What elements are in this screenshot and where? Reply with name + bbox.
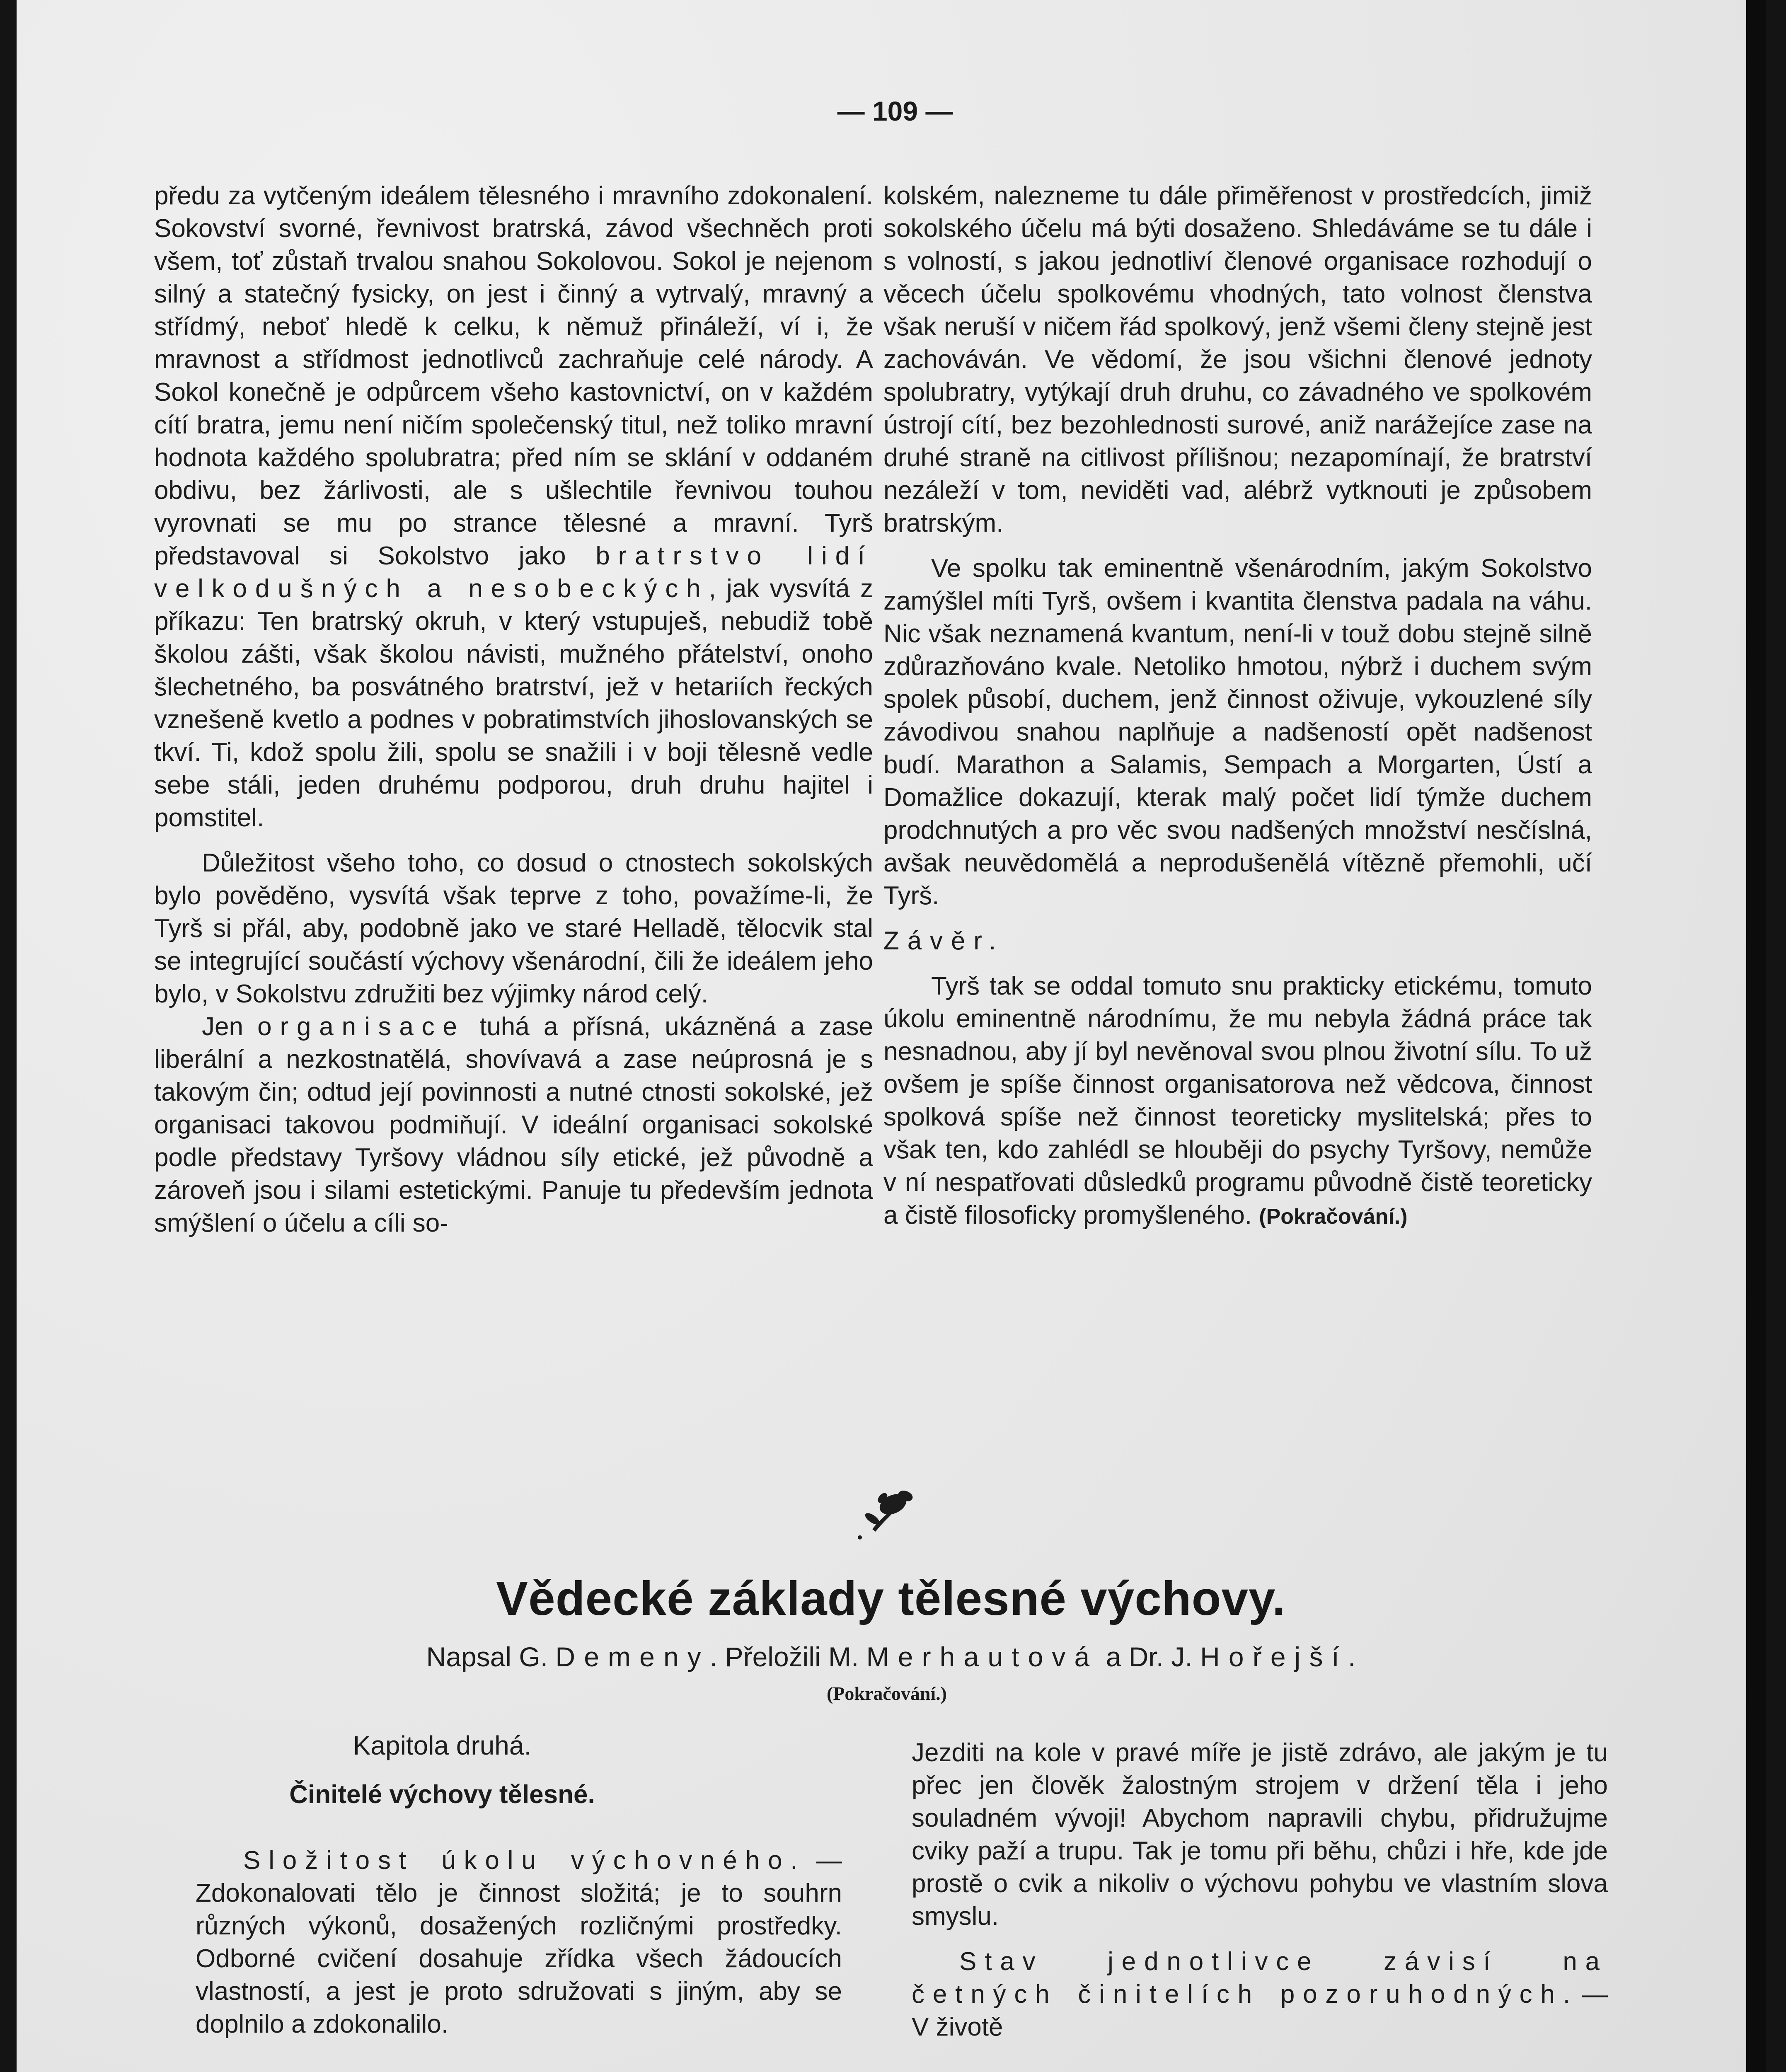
section-heading: Závěr. [883,927,1004,955]
section-heading: Činitelé výchovy tělesné. [289,1780,595,1809]
emphasis: Stav jednotlivce závisí na četných činitelích pozoruhodných [912,1947,1608,2009]
right-column-upper [883,179,1592,1233]
emphasis: Složitost úkolu výchovného [243,1846,791,1875]
right-column-lower [912,1736,1608,2043]
page-edge-shadow [1746,0,1766,2072]
page-number: — 109 — [837,96,953,126]
scanned-page [17,0,1766,2072]
emphasis: bratrstvo lidí velkodušných a nesobeckých [154,542,873,603]
paragraph: Ve spolku tak eminentně všenárodním, jakým Sokolstvo zamýšlel míti Tyrš, ovšem i kvantita členstva padala na váhu. Nic však neznamená kvantum, není-li v touž dobu stejně silně zdůrazňováno kvale. Netoliko hmotou, nýbrž i duchem svým spolek působí, duchem, jenž činnost oživuje, vykouzlené síly závodivou snahou naplňuje a nadšeností opět nadšenost budí. Marathon a Salamis, Sempach a Morgarten, Ústí a Domažlice dokazují, kterak malý počet lidí týmže duchem prodchnutých a pro věc svou nadšených množství nesčíslná, avšak neuvědomělá a neprodušenělá vítězně přemohli, učí Tyrš. [883,554,1592,910]
floral-ornament-icon [843,1479,930,1546]
paragraph: kolském, nalezneme tu dále přiměřenost v prostředcích, jimiž sokolského účelu má býti dosaženo. Shledáváme se tu dále i s volností, s jakou jednotliví členové organisace rozhodují o věcech účelu spolkovému vhodných, tato volnost členstva však neruší v ničem řád spolkový, jenž všemi členy stejně jest zachováván. Ve vědomí, že jsou všichni členové jednoty spolubratry, vytýkají druh druhu, co závadného ve spolkovém ústrojí cítí, bez bezohlednosti surové, aniž narážejíce zase na druhé straně na citlivost přílišnou; nezapomínají, že bratrství nezáleží v tom, neviděti vad, alébrž vytknouti je způsobem bratrským. [883,182,1592,537]
continued-label: (Pokračování.) [826,1683,947,1704]
emphasis: organisace [257,1012,465,1041]
continued-note: (Pokračování.) [1259,1205,1408,1229]
chapter-heading: Kapitola druhá. [353,1731,532,1760]
article-title: Vědecké základy tělesné výchovy. [496,1571,1286,1625]
paragraph: Stav jednotlivce závisí na četných činitelích pozoruhodných. — V životě [912,1947,1608,2041]
paragraph: Složitost úkolu výchovného. — Zdokonalovati tělo je činnost složitá; je to souhrn různých výkonů, dosažených rozličnými prostředky. Odborné cvičení dosahuje zřídka všech žádoucích vlastností, a jest je proto sdružovati s jiným, aby se doplnilo a zdokonalilo. [196,1846,842,2038]
paragraph: předu za vytčeným ideálem tělesného i mravního zdokonalení. Sokovství svorné, řevnivost bratrská, závod všechněch proti všem, toť zůstaň trvalou snahou Sokolovou. Sokol je nejenom silný a statečný fysicky, on jest i činný a vytrvalý, mravný a střídmý, neboť hledě k celku, k němuž přináleží, ví i, že mravnost a střídmost jednotlivců zachraňuje celé národy. A Sokol konečně je odpůrcem všeho kastovnictví, on v každém cítí bratra, jemu není ničím společenský titul, než toliko mravní hodnota každého spolubratra; před ním se sklání v oddaném obdivu, bez žárlivosti, ale s ušlechtile řevnivou touhou vyrovnati se mu po strance tělesné a mravní. Tyrš představoval si Sokolstvo jako bratrstvo lidí velkodušných a nesobeckých, jak vysvítá z příkazu: Ten bratrský okruh, v který vstupuješ, nebudiž tobě školou zášti, však školou návisti, mužného přátelství, onoho šlechetného, ba posvátného bratrství, jež v hetariích řeckých vznešeně kvetlo a podnes v pobratimstvích jihoslovanských se tkví. Ti, kdož spolu žili, spolu se snažili i v boji tělesně vedle sebe stáli, jeden druhému podporou, druh druhu hajitel i pomstitel. [154,182,874,832]
paragraph: Tyrš tak se oddal tomuto snu prakticky etickému, tomuto úkolu eminentně národnímu, že mu nebyla žádná práce tak nesnadnou, aby jí byl nevěnoval svou plnou životní sílu. To už ovšem je spíše činnost organisatorova než vědcova, činnost spolková spíše než činnost teoreticky myslitelská; přes to však ten, kdo zahlédl se hlouběji do psychy Tyršovy, nemůže v ní nespatřovati důsledků programu původně čistě teoreticky a čistě filosoficky promyšleného. (Pokračování.) [883,972,1592,1230]
paragraph: Důležitost všeho toho, co dosud o ctnostech sokolských bylo pověděno, vysvítá však teprve z toho, považíme-li, že Tyrš si přál, aby, podobně jako ve staré Helladě, tělocvik stal se integrující součástí výchovy všenárodní, čili že ideálem jeho bylo, v Sokolstvu združiti bez výjimky národ celý. [154,849,873,1008]
paragraph: Jezditi na kole v pravé míře je jistě zdrávo, ale jakým je tu přec jen člověk žalostným strojem v držení těla i jeho souladném vývoji! Abychom napravili chybu, přidružujme cviky paží a trupu. Tak je tomu při běhu, chůzi i hře, kde jde prostě o cvik a nikoliv o výchovu pohybu ve vlastním slova smyslu. [912,1738,1608,1931]
paragraph: Jen organisace tuhá a přísná, ukázněná a zase liberální a nezkostnatělá, shovívavá a zase neúprosná je s takovým čin; odtud její povinnosti a nutné ctnosti sokolské, jež organisaci takovou podmiňují. V ideální organisaci sokolské podle představy Tyršovy vládnou síly etické, jež původně a zároveň jsou i silami estetickými. Panuje tu především jednota smýšlení o účelu a cíli so- [154,1012,873,1237]
left-column-lower [196,1844,842,2041]
left-column-upper [154,179,873,1239]
article-byline: Napsal G. Demeny. Přeložili M. Merhautová a Dr. J. Hořejší. [426,1641,1356,1672]
